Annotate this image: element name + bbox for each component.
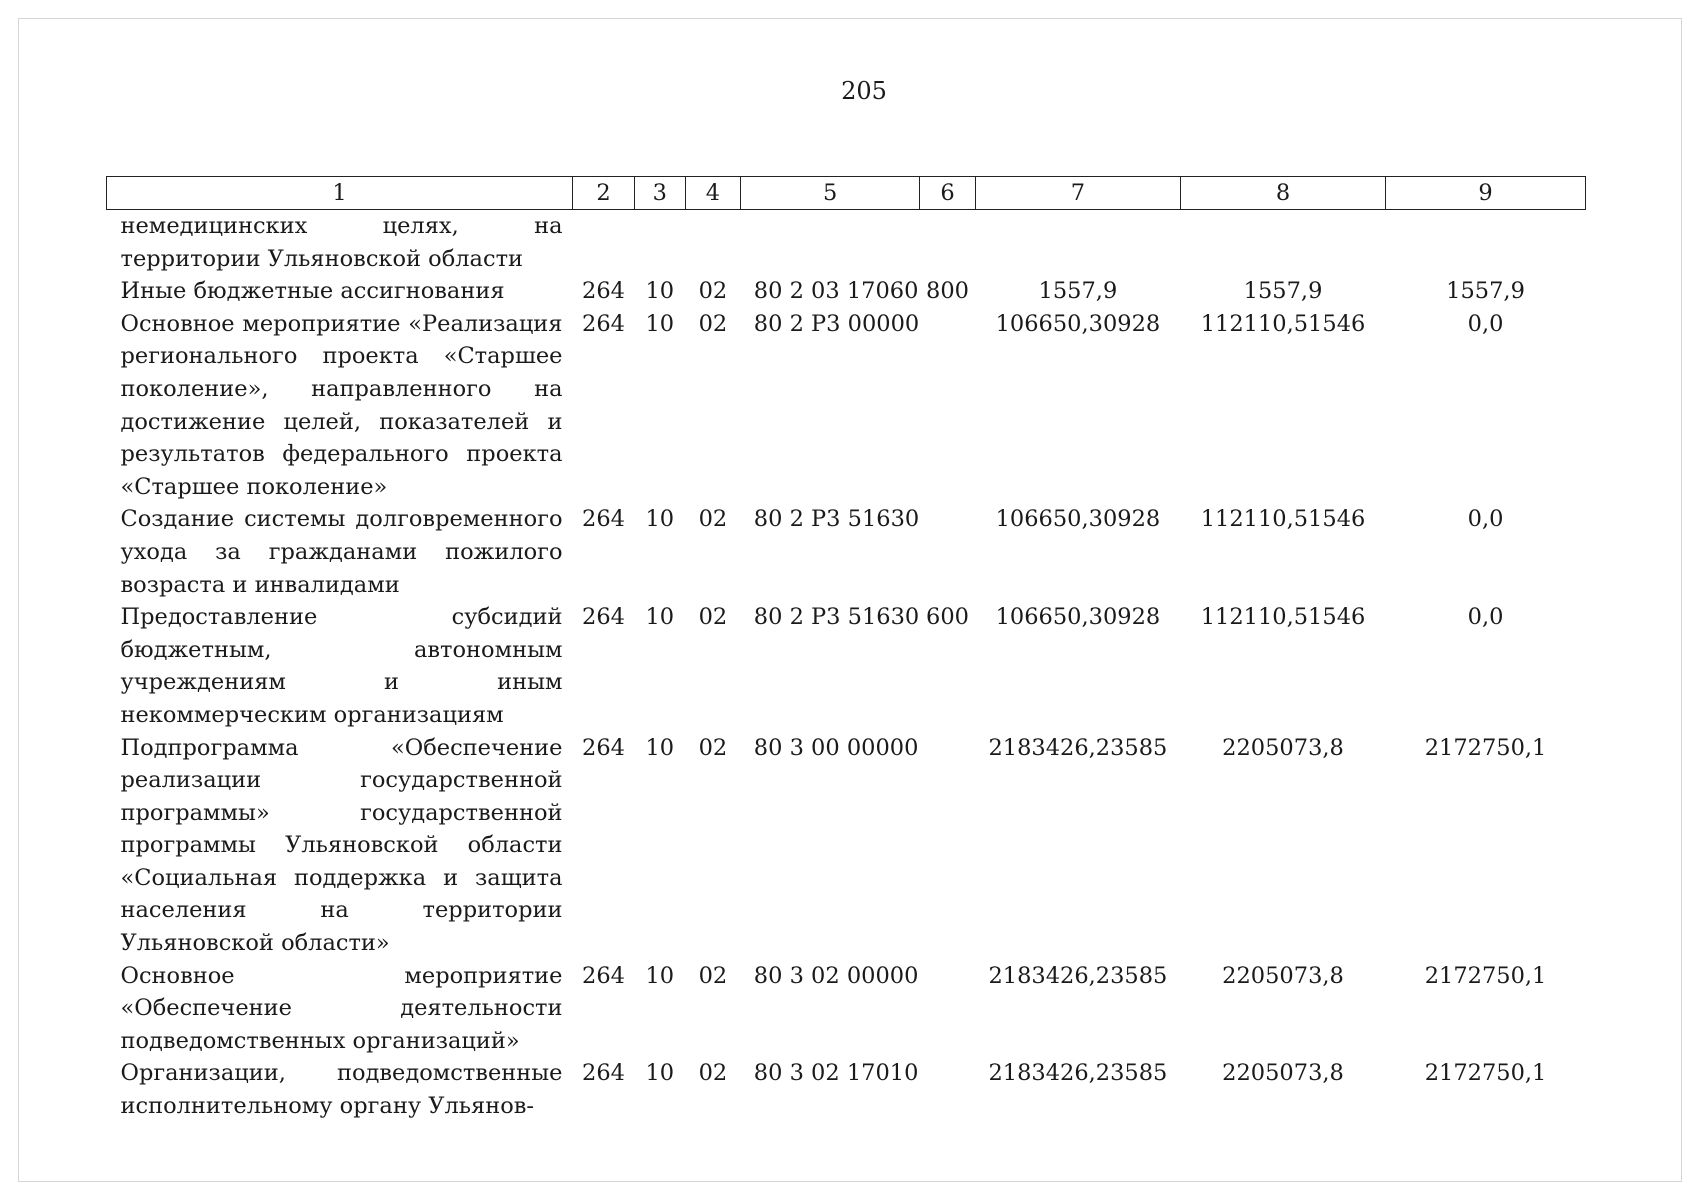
row-subsection-code: 02 — [698, 506, 728, 533]
header-col-6: 6 — [920, 177, 976, 210]
row-target-article: 80 3 02 00000 — [753, 962, 919, 989]
row-amount-col9: 0,0 — [1467, 506, 1504, 533]
row-subsection-code: 02 — [698, 310, 728, 337]
row-ministry-code: 264 — [582, 1060, 625, 1087]
table-row — [107, 960, 1586, 1058]
row-amount-col7: 106650,30928 — [995, 310, 1161, 337]
row-amount-col9 — [1386, 210, 1586, 276]
row-target-article: 80 2 P3 51630 — [753, 604, 920, 631]
row-amount-col7: 2183426,23585 — [988, 962, 1168, 989]
row-section-code: 10 — [645, 1060, 675, 1087]
row-subsection-code: 02 — [698, 734, 728, 761]
row-ministry-code: 264 — [582, 310, 625, 337]
row-ministry-code: 264 — [582, 278, 625, 305]
row-amount-col8: 2205073,8 — [1222, 1060, 1344, 1087]
row-section-code: 10 — [645, 734, 675, 761]
header-col-8: 8 — [1180, 177, 1385, 210]
row-name: Основное мероприятие «Обеспечение деятельности подведомственных организаций» — [120, 962, 563, 1054]
row-ministry-code: 264 — [582, 962, 625, 989]
table-row — [107, 1057, 1586, 1122]
header-col-1: 1 — [107, 177, 573, 210]
row-name: немедицинских целях, на территории Ульяновской области — [120, 213, 563, 272]
header-col-7: 7 — [975, 177, 1180, 210]
row-expense-type — [920, 960, 976, 1058]
row-ministry-code: 264 — [582, 506, 625, 533]
row-expense-type: 800 — [926, 278, 969, 305]
row-section-code: 10 — [645, 604, 675, 631]
row-amount-col7 — [975, 210, 1180, 276]
row-ministry-code: 264 — [582, 604, 625, 631]
row-amount-col9: 0,0 — [1467, 310, 1504, 337]
row-amount-col8: 112110,51546 — [1200, 506, 1366, 533]
row-ministry-code: 264 — [582, 734, 625, 761]
row-expense-type: 600 — [926, 604, 969, 631]
row-section-code: 10 — [645, 310, 675, 337]
row-subsection-code — [685, 210, 741, 276]
header-col-9: 9 — [1386, 177, 1586, 210]
row-subsection-code: 02 — [698, 1060, 728, 1087]
row-amount-col8: 112110,51546 — [1200, 604, 1366, 631]
table-row — [107, 732, 1586, 960]
row-amount-col8 — [1180, 210, 1385, 276]
row-target-article: 80 3 02 17010 — [753, 1060, 919, 1087]
row-expense-type — [920, 308, 976, 504]
row-name: Иные бюджетные ассигнования — [120, 278, 505, 305]
row-ministry-code — [573, 210, 635, 276]
header-row — [107, 177, 1586, 210]
header-col-4: 4 — [685, 177, 741, 210]
row-expense-type — [920, 732, 976, 960]
row-amount-col7: 106650,30928 — [995, 604, 1161, 631]
table-row — [107, 503, 1586, 601]
row-amount-col9: 2172750,1 — [1424, 1060, 1547, 1087]
header-col-2: 2 — [573, 177, 635, 210]
row-target-article: 80 3 00 00000 — [753, 734, 919, 761]
row-expense-type — [920, 210, 976, 276]
table-row — [107, 275, 1586, 308]
row-amount-col9: 1557,9 — [1446, 278, 1525, 305]
row-amount-col9: 0,0 — [1467, 604, 1504, 631]
budget-table — [106, 176, 1586, 1123]
row-amount-col7: 2183426,23585 — [988, 1060, 1168, 1087]
row-amount-col7: 106650,30928 — [995, 506, 1161, 533]
row-section-code — [635, 210, 685, 276]
row-name: Создание системы долговременного ухода за гражданами пожилого возраста и инвалидами — [120, 506, 563, 598]
table-row — [107, 308, 1586, 504]
row-name: Основное мероприятие «Реализация регионального проекта «Старшее поколение», направленного на достижение целей, показателей и результатов федерального проекта «Старшее поколение» — [120, 310, 563, 500]
row-amount-col9: 2172750,1 — [1424, 962, 1547, 989]
row-amount-col7: 2183426,23585 — [988, 734, 1168, 761]
row-section-code: 10 — [645, 278, 675, 305]
row-subsection-code: 02 — [698, 604, 728, 631]
row-name: Предоставление субсидий бюджетным, автономным учреждениям и иным некоммерческим организациям — [120, 604, 563, 728]
header-col-3: 3 — [635, 177, 685, 210]
row-section-code: 10 — [645, 962, 675, 989]
row-name: Подпрограмма «Обеспечение реализации государственной программы» государственной программы Ульяновской области «Социальная поддержка и защита населения на территории Ульяновской области» — [120, 734, 563, 957]
table-row — [107, 601, 1586, 731]
row-amount-col8: 112110,51546 — [1200, 310, 1366, 337]
row-amount-col8: 2205073,8 — [1222, 962, 1344, 989]
row-amount-col7: 1557,9 — [1038, 278, 1118, 305]
row-name: Организации, подведомственные исполнительному органу Ульянов- — [120, 1060, 563, 1120]
row-target-article: 80 2 03 17060 — [753, 278, 919, 305]
row-subsection-code: 02 — [698, 278, 728, 305]
row-expense-type — [920, 1057, 976, 1122]
row-target-article: 80 2 P3 51630 — [753, 506, 920, 533]
row-subsection-code: 02 — [698, 962, 728, 989]
table-row — [107, 210, 1586, 276]
header-col-5: 5 — [741, 177, 920, 210]
row-target-article: 80 2 P3 00000 — [753, 310, 920, 337]
row-amount-col8: 1557,9 — [1243, 278, 1323, 305]
row-expense-type — [920, 503, 976, 601]
row-target-article — [741, 210, 920, 276]
row-section-code: 10 — [645, 506, 675, 533]
page-number: 205 — [841, 77, 887, 105]
row-amount-col8: 2205073,8 — [1222, 734, 1344, 761]
row-amount-col9: 2172750,1 — [1424, 734, 1547, 761]
